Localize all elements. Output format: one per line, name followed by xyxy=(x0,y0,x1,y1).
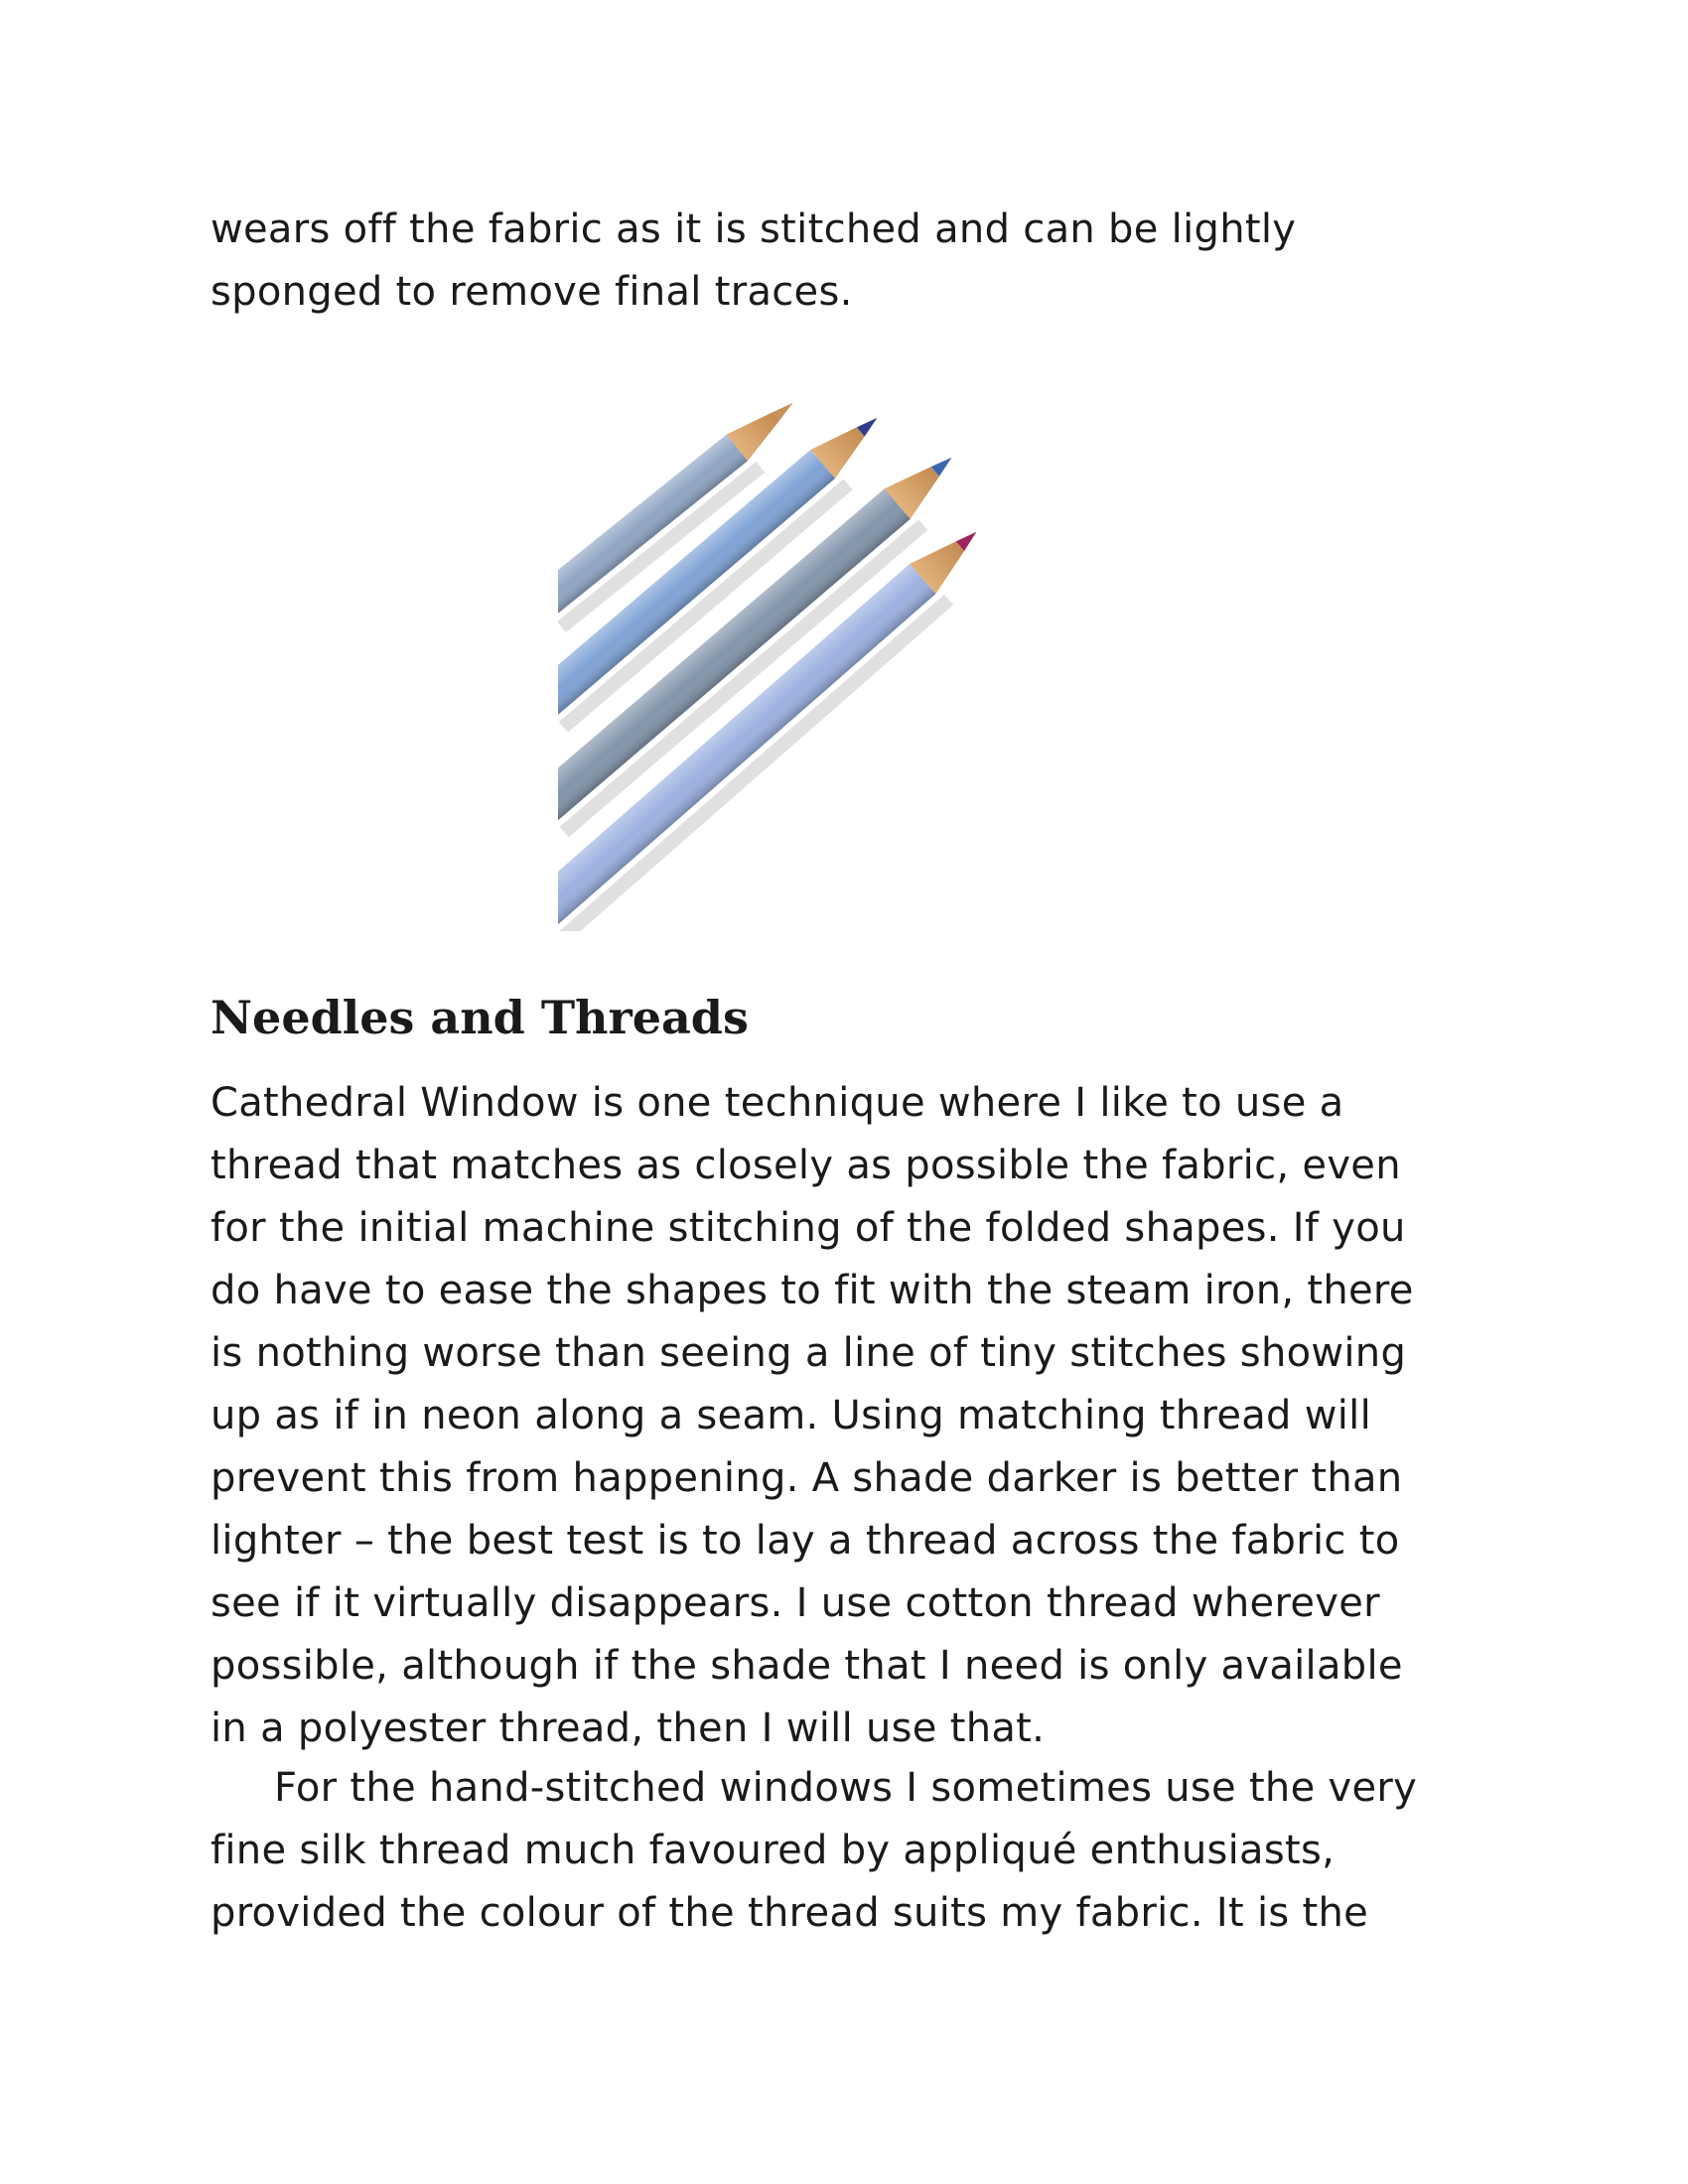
text-line: Cathedral Window is one technique where I like to use a xyxy=(211,1080,1344,1126)
body-paragraph-2 xyxy=(211,1757,1491,1945)
section-heading: Needles and Threads xyxy=(211,991,749,1044)
text-line: in a polyester thread, then I will use that. xyxy=(211,1706,1046,1751)
text-line: provided the colour of the thread suits my fabric. It is the xyxy=(211,1890,1369,1936)
text-line: up as if in neon along a seam. Using matching thread will xyxy=(211,1393,1371,1438)
text-line: do have to ease the shapes to fit with the steam iron, there xyxy=(211,1268,1414,1313)
text-line: prevent this from happening. A shade darker is better than xyxy=(211,1455,1403,1501)
body-paragraph-1 xyxy=(211,1072,1491,1760)
text-line: For the hand-stitched windows I sometimes use the very xyxy=(274,1765,1418,1811)
pencils-illustration xyxy=(558,359,1130,931)
text-line: wears off the fabric as it is stitched and can be lightly xyxy=(211,206,1297,252)
text-line: fine silk thread much favoured by appliqué enthusiasts, xyxy=(211,1828,1336,1873)
text-line: lighter – the best test is to lay a thread across the fabric to xyxy=(211,1518,1400,1564)
intro-paragraph xyxy=(211,199,1491,324)
text-line: see if it virtually disappears. I use cotton thread wherever xyxy=(211,1580,1380,1626)
text-line: thread that matches as closely as possible the fabric, even xyxy=(211,1143,1401,1188)
text-line: possible, although if the shade that I need is only available xyxy=(211,1643,1403,1689)
text-line: is nothing worse than seeing a line of tiny stitches showing xyxy=(211,1330,1407,1376)
text-line: for the initial machine stitching of the folded shapes. If you xyxy=(211,1205,1406,1251)
coloured-pencils-image xyxy=(558,359,1130,931)
text-line: sponged to remove final traces. xyxy=(211,269,853,315)
